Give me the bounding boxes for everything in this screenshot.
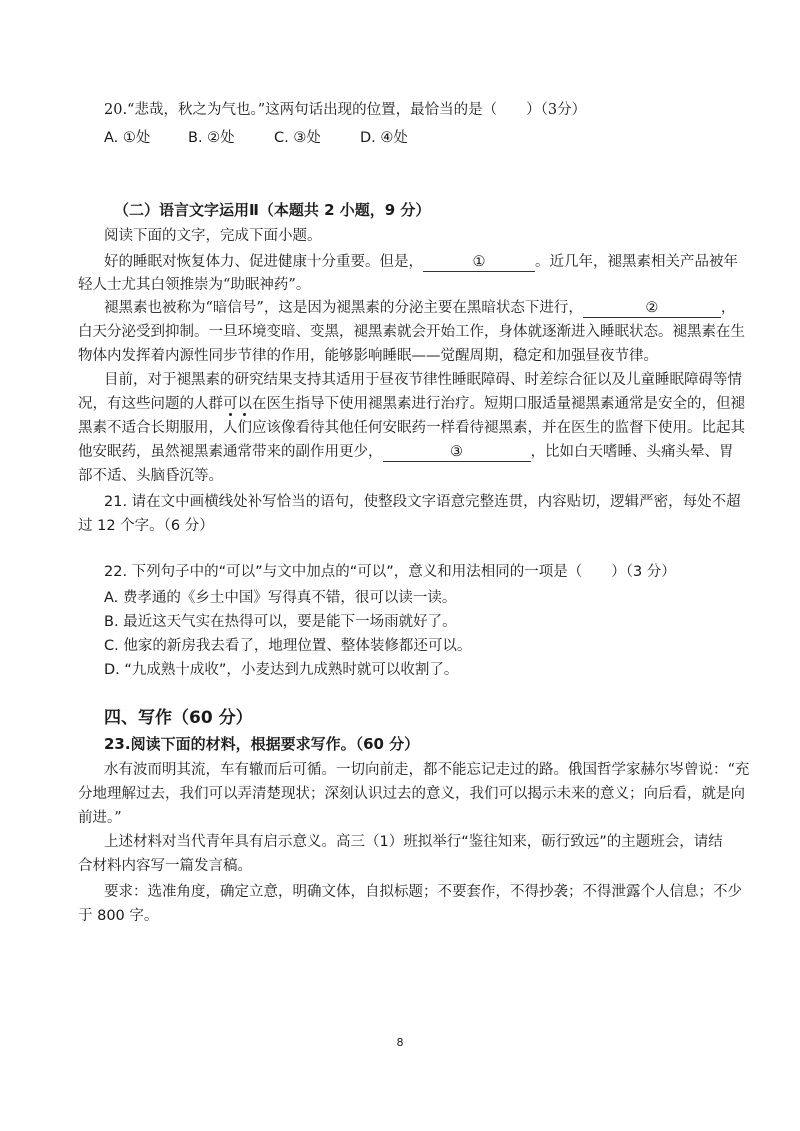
- q21-line1: 21. 请在文中画横线处补写恰当的语句，使整段文字语意完整连贯，内容贴切，逻辑严密，每处不超: [104, 494, 741, 510]
- passage-text: ，: [720, 300, 736, 316]
- passage-p3-line4: [78, 442, 734, 462]
- passage-p1-line2: 轻人士尤其白领推崇为“助眠神药”。: [78, 277, 311, 293]
- passage-p1-line1: [104, 252, 738, 272]
- q22-option-d[interactable]: D. “九成熟十成收”，小麦达到九成熟时就可以收割了。: [104, 662, 459, 678]
- q20-option-c[interactable]: C. ③处: [274, 130, 321, 146]
- q20-stem: 20.“悲哉，秋之为气也。”这两句话出现的位置，最恰当的是（ ）（3分）: [104, 102, 587, 118]
- q22-option-c[interactable]: C. 他家的新房我去看了，地理位置、整体装修都还可以。: [104, 638, 472, 654]
- section4-heading: 四、写作（60 分）: [104, 708, 253, 728]
- q21-line2: 过 12 个字。（6 分）: [78, 518, 214, 534]
- passage-p2-line3: 物体内发挥着内源性同步节律的作用，能够影响睡眠——觉醒周期，稳定和加强昼夜节律。: [78, 348, 658, 364]
- passage-p3-line3: 黑素不适合长期服用，人们应该像看待其他任何安眠药一样看待褪黑素，并在医生的监督下使用。比起其: [78, 420, 745, 436]
- blank-1[interactable]: ①: [423, 254, 535, 272]
- section2-instruction: 阅读下面的文字，完成下面小题。: [104, 228, 322, 244]
- material-line1: 水有波而明其流，车有辙而后可循。一切向前走，都不能忘记走过的路。俄国哲学家赫尔岑曾说：“充: [104, 762, 750, 778]
- passage-p2-line1: [104, 298, 735, 318]
- passage-text: 好的睡眠对恢复体力、促进健康十分重要。但是，: [104, 254, 423, 270]
- dotted-char: 以: [237, 396, 252, 412]
- passage-p3-line2: [78, 394, 745, 414]
- passage-text: 在医生指导下使用褪黑素进行治疗。短期口服适量褪黑素通常是安全的，但褪: [252, 396, 745, 412]
- passage-p3-line5: 部不适、头脑昏沉等。: [78, 468, 223, 484]
- passage-p3-line1: 目前，对于褪黑素的研究结果支持其适用于昼夜节律性睡眠障碍、时差综合征以及儿童睡眠障碍等情: [104, 372, 742, 388]
- dotted-char: 可: [223, 396, 238, 412]
- passage-p2-line2: 白天分泌受到抑制。一旦环境变暗、变黑，褪黑素就会开始工作，身体就逐渐进入睡眠状态。褪黑素在生: [78, 324, 745, 340]
- blank-3[interactable]: ③: [383, 444, 531, 462]
- blank-2[interactable]: ②: [583, 300, 721, 318]
- passage-text: ，比如白天嗜睡、头痛头晕、胃: [530, 444, 734, 460]
- q20-option-a[interactable]: A. ①处: [104, 130, 151, 146]
- page-number: 8: [396, 1036, 404, 1049]
- q23-title: 23.阅读下面的材料，根据要求写作。（60 分）: [104, 735, 420, 753]
- material-line2: 分地理解过去，我们可以弄清楚现状；深刻认识过去的意义，我们可以揭示未来的意义；向后看，就是向: [78, 786, 745, 802]
- passage-text: 他安眠药，虽然褪黑素通常带来的副作用更少，: [78, 444, 383, 460]
- task-line1: 上述材料对当代青年具有启示意义。高三（1）班拟举行“鉴往知来，砺行致远”的主题班会，请结: [104, 834, 723, 850]
- q20-option-d[interactable]: D. ④处: [360, 130, 408, 146]
- q22-option-a[interactable]: A. 费孝通的《乡土中国》写得真不错，很可以读一读。: [104, 590, 457, 606]
- q22-option-b[interactable]: B. 最近这天气实在热得可以，要是能下一场雨就好了。: [104, 614, 457, 630]
- requirements-line2: 于 800 字。: [78, 908, 159, 924]
- q22-stem: 22. 下列句子中的“可以”与文中加点的“可以”，意义和用法相同的一项是（ ）（3 分）: [104, 564, 676, 580]
- q20-option-b[interactable]: B. ②处: [188, 130, 235, 146]
- requirements-line1: 要求：选准角度，确定立意，明确文体，自拟标题；不要套作，不得抄袭；不得泄露个人信息；不少: [104, 884, 742, 900]
- material-line3: 前进。”: [78, 810, 122, 826]
- passage-text: 。近几年，褪黑素相关产品被年: [535, 254, 738, 270]
- passage-text: 况，有这些问题的人群: [78, 396, 223, 412]
- passage-text: 褪黑素也被称为“暗信号”，这是因为褪黑素的分泌主要在黑暗状态下进行，: [104, 300, 583, 316]
- task-line2: 合材料内容写一篇发言稿。: [78, 858, 252, 874]
- section2-heading: （二）语言文字运用Ⅱ（本题共 2 小题，9 分）: [114, 201, 431, 219]
